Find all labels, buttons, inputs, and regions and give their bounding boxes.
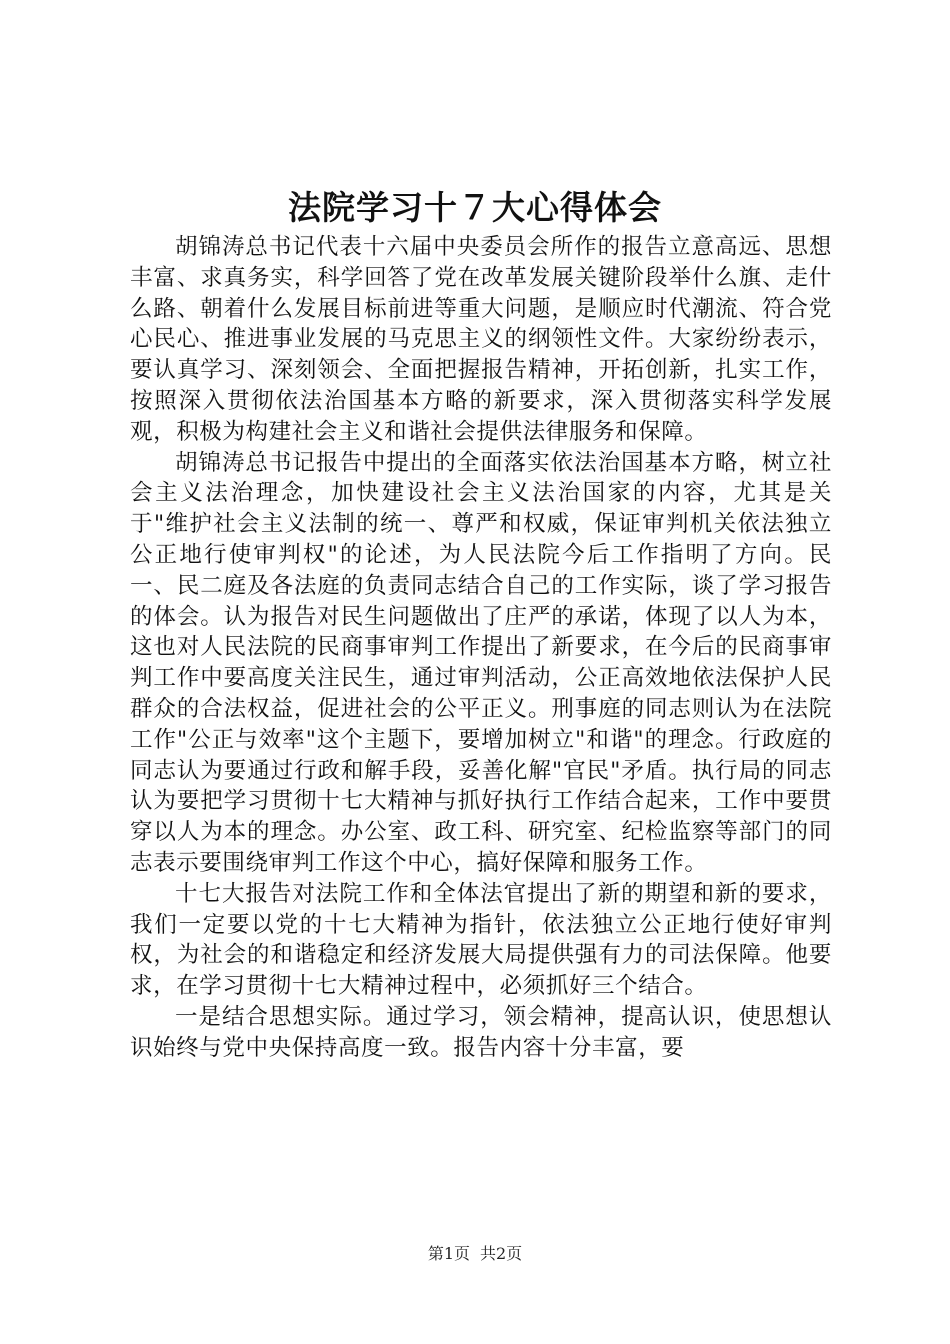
paragraph-2: 胡锦涛总书记报告中提出的全面落实依法治国基本方略，树立社会主义法治理念，加快建设社会主义法治国家的内容，尤其是关于"维护社会主义法制的统一、尊严和权威，保证审判机关依法独立公正地行使审判权"的论述，为人民法院今后工作指明了方向。民一、民二庭及各法庭的负责同志结合自己的工作实际，谈了学习报告的体会。认为报告对民生问题做出了庄严的承诺，体现了以人为本，这也对人民法院的民商事审判工作提出了新要求，在今后的民商事审判工作中要高度关注民生，通过审判活动，公正高效地依法保护人民群众的合法权益，促进社会的公平正义。刑事庭的同志则认为在法院工作"公正与效率"这个主题下，要增加树立"和谐"的理念。行政庭的同志认为要通过行政和解手段，妥善化解"官民"矛盾。执行局的同志认为要把学习贯彻十七大精神与抓好执行工作结合起来，工作中要贯穿以人为本的理念。办公室、政工科、研究室、纪检监察等部门的同志表示要围绕审判工作这个中心，搞好保障和服务工作。 xyxy=(130,449,832,876)
page-number: 第1页 xyxy=(427,1244,470,1263)
document-body xyxy=(130,232,832,1064)
paragraph-3: 十七大报告对法院工作和全体法官提出了新的期望和新的要求，我们一定要以党的十七大精神为指针，依法独立公正地行使好审判权，为社会的和谐稳定和经济发展大局提供强有力的司法保障。他要求，在学习贯彻十七大精神过程中，必须抓好三个结合。 xyxy=(130,880,832,1000)
page-total: 共2页 xyxy=(480,1244,523,1263)
document-title: 法院学习十７大心得体会 xyxy=(288,188,662,227)
paragraph-4: 一是结合思想实际。通过学习，领会精神，提高认识，使思想认识始终与党中央保持高度一致。报告内容十分丰富，要 xyxy=(130,1003,832,1061)
page-footer xyxy=(0,1243,950,1265)
paragraph-1: 胡锦涛总书记代表十六届中央委员会所作的报告立意高远、思想丰富、求真务实，科学回答了党在改革发展关键阶段举什么旗、走什么路、朝着什么发展目标前进等重大问题，是顺应时代潮流、符合党心民心、推进事业发展的马克思主义的纲领性文件。大家纷纷表示，要认真学习、深刻领会、全面把握报告精神，开拓创新，扎实工作，按照深入贯彻依法治国基本方略的新要求，深入贯彻落实科学发展观，积极为构建社会主义和谐社会提供法律服务和保障。 xyxy=(130,234,832,445)
